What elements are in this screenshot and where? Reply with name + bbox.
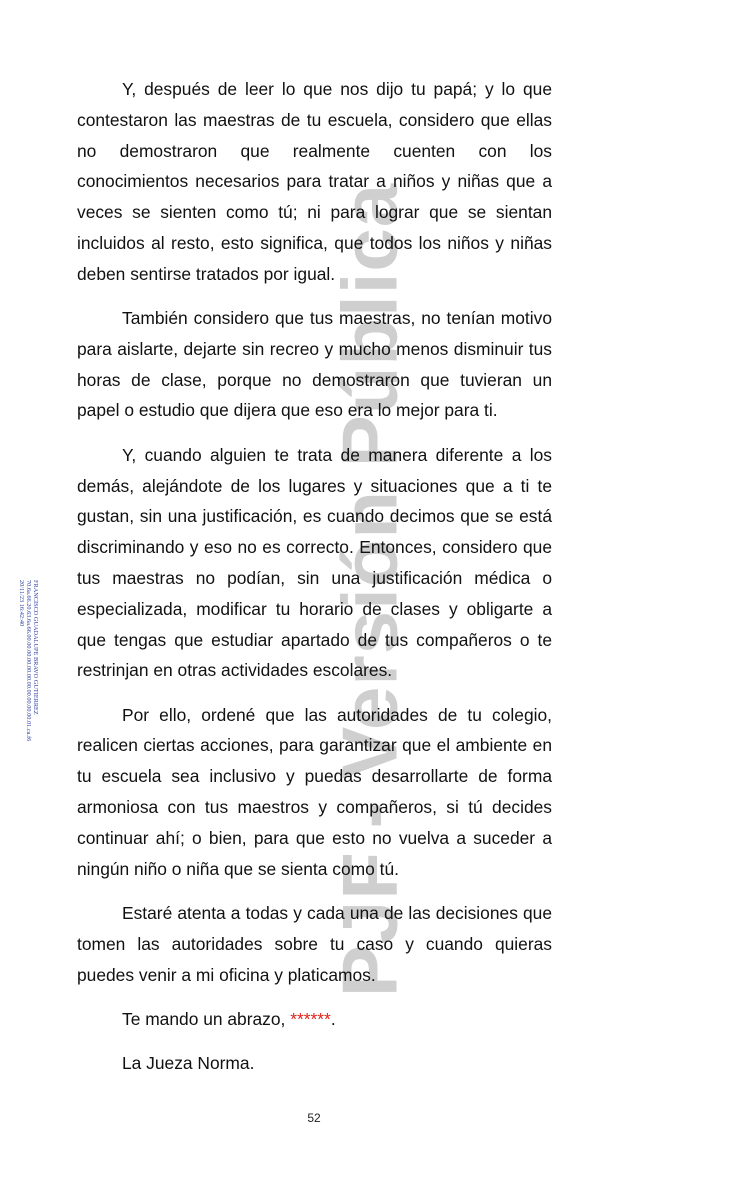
stamp-signer-name: FRANCISCO GUADALUPE BRAVO GUTIERREZ <box>32 580 39 715</box>
watermark: PJF - Versión Pública <box>325 182 414 998</box>
signature-line: La Jueza Norma. <box>122 1052 255 1073</box>
electronic-signature-stamp <box>14 580 40 740</box>
paragraph-3: Y, cuando alguien te trata de manera diferente a los demás, alejándote de los lugares y situaciones que a ti te gustan, sin una justificación, es cuando decimos que se está discriminando y eso no es correcto. Entonces, considero que tus maestras no podían, sin una justificación médica o especializada, modificar tu horario de clases y obligarte a que tengas que estudiar apartado de tus compañeros o te restrinjan en otras actividades escolares. <box>77 444 552 681</box>
stamp-certificate-id: 70.6a.66.20.63.6a.66.00.00.00.00.00.00.00.00.00.00.00.01.ca.f6 <box>25 580 32 742</box>
paragraph-4: Por ello, ordené que las autoridades de tu colegio, realicen ciertas acciones, para garantizar que el ambiente en tu escuela sea inclusivo y puedas desarrollarte de forma armoniosa con tus maestros y compañeros, si tú decides continuar ahí; o bien, para que esto no vuelva a suceder a ningún niño o niña que se sienta como tú. <box>77 704 552 879</box>
page-number: 52 <box>307 1111 321 1125</box>
hug-end: . <box>330 1008 336 1029</box>
hug-text: Te mando un abrazo, <box>122 1008 291 1029</box>
letter-body <box>77 74 552 1091</box>
redacted-name: ****** <box>290 1008 331 1029</box>
paragraph-5: Estaré atenta a todas y cada una de las decisiones que tomen las autoridades sobre tu caso y cuando quieras puedes venir a mi oficina y platicamos. <box>77 902 552 985</box>
paragraph-1: Y, después de leer lo que nos dijo tu papá; y lo que contestaron las maestras de tu escuela, considero que ellas no demostraron que realmente cuenten con los conocimientos necesarios para tratar a niños y niñas que a veces se sienten como tú; ni para lograr que se sientan incluidos al resto, esto significa, que todos los niños y niñas deben sentirse tratados por igual. <box>77 79 552 284</box>
closing-hug-line <box>77 1004 552 1035</box>
stamp-timestamp: 20/11/23 16:42:40 <box>18 580 25 627</box>
paragraph-2: También considero que tus maestras, no tenían motivo para aislarte, dejarte sin recreo y mucho menos disminuir tus horas de clase, porque no demostraron que tuvieran un papel o estudio que dijera que eso era lo mejor para ti. <box>77 308 552 421</box>
